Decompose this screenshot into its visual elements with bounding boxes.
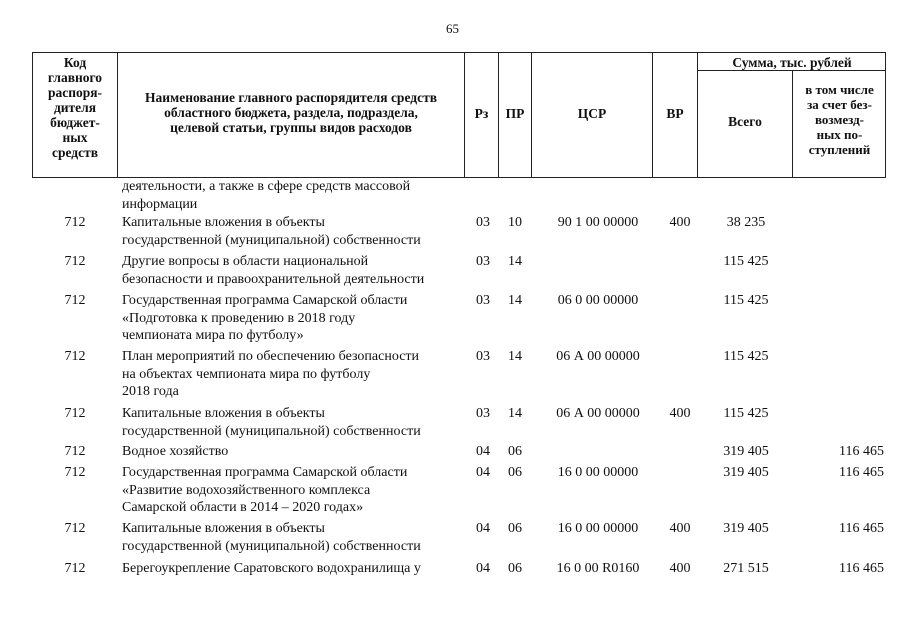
row-name: Капитальные вложения в объекты государственной (муниципальной) собственности [122, 215, 421, 248]
row-grant: 116 465 [839, 521, 884, 536]
row-name: Берегоукрепление Саратовского водохранилища у [122, 561, 421, 576]
header-grant: в том числе за счет без- возмезд- ных по- ступлений [805, 82, 874, 157]
row-code: 712 [64, 521, 86, 536]
row-csr: 06 0 00 00000 [557, 293, 639, 308]
row-pr: 06 [508, 561, 522, 576]
row-rz: 04 [476, 465, 490, 480]
row-code: 712 [64, 465, 86, 480]
row-csr: 06 А 00 00000 [556, 349, 640, 364]
row-name: Государственная программа Самарской области «Подготовка к проведению в 2018 году чемпионата мира по футболу» [122, 293, 408, 343]
row-pr: 14 [508, 349, 522, 364]
row-total: 115 425 [723, 293, 769, 308]
row-name: Другие вопросы в области национальной безопасности и правоохранительной деятельности [122, 254, 425, 287]
row-rz: 03 [476, 293, 490, 308]
row-grant: 116 465 [839, 444, 884, 459]
row-code: 712 [64, 293, 86, 308]
header-code: Код главного распоря- дителя бюджет- ных средств [47, 55, 103, 160]
row-rz: 04 [476, 561, 490, 576]
header-vr: ВР [666, 106, 684, 121]
row-csr: 16 0 00 00000 [557, 521, 639, 536]
row-pr: 14 [508, 254, 522, 269]
row-grant: 116 465 [839, 561, 884, 576]
row-rz: 03 [476, 349, 490, 364]
row-name: деятельности, а также в сфере средств массовой информации [122, 179, 411, 212]
row-rz: 04 [476, 444, 490, 459]
row-name: План мероприятий по обеспечению безопасности на объектах чемпионата мира по футболу 2018 года [122, 349, 420, 399]
row-rz: 04 [476, 521, 490, 536]
row-code: 712 [64, 215, 86, 230]
row-total: 115 425 [723, 406, 769, 421]
row-grant: 116 465 [839, 465, 884, 480]
header-name: Наименование главного распорядителя средств областного бюджета, раздела, подраздела, целевой статьи, группы видов расходов [144, 90, 437, 135]
header-csr: ЦСР [577, 106, 607, 121]
row-total: 319 405 [723, 444, 769, 459]
row-name: Капитальные вложения в объекты государственной (муниципальной) собственности [122, 406, 421, 439]
row-total: 115 425 [723, 254, 769, 269]
row-total: 38 235 [726, 215, 766, 230]
row-vr: 400 [669, 561, 691, 576]
row-code: 712 [64, 406, 86, 421]
row-pr: 10 [508, 215, 522, 230]
row-rz: 03 [476, 406, 490, 421]
row-code: 712 [64, 349, 86, 364]
row-vr: 400 [669, 406, 691, 421]
row-code: 712 [64, 561, 86, 576]
row-csr: 16 0 00 R0160 [556, 561, 640, 576]
header-sum-title: Сумма, тыс. рублей [732, 55, 852, 70]
row-rz: 03 [476, 254, 490, 269]
row-total: 271 515 [723, 561, 769, 576]
row-rz: 03 [476, 215, 490, 230]
row-name: Водное хозяйство [122, 444, 229, 459]
row-csr: 16 0 00 00000 [557, 465, 639, 480]
header-total: Всего [728, 114, 762, 129]
row-vr: 400 [669, 215, 691, 230]
row-name: Капитальные вложения в объекты государственной (муниципальной) собственности [122, 521, 421, 554]
header-pr: ПР [505, 106, 525, 121]
row-csr: 06 А 00 00000 [556, 406, 640, 421]
divider [697, 70, 886, 71]
row-pr: 14 [508, 293, 522, 308]
page-number: 65 [446, 21, 459, 36]
row-vr: 400 [669, 521, 691, 536]
row-code: 712 [64, 254, 86, 269]
row-csr: 90 1 00 00000 [557, 215, 639, 230]
row-total: 319 405 [723, 521, 769, 536]
row-name: Государственная программа Самарской области «Развитие водохозяйственного комплекса Самарской области в 2014 – 2020 годах» [122, 465, 408, 515]
row-total: 319 405 [723, 465, 769, 480]
header-rz: Рз [474, 106, 489, 121]
row-code: 712 [64, 444, 86, 459]
row-pr: 14 [508, 406, 522, 421]
row-pr: 06 [508, 521, 522, 536]
row-pr: 06 [508, 465, 522, 480]
row-pr: 06 [508, 444, 522, 459]
row-total: 115 425 [723, 349, 769, 364]
